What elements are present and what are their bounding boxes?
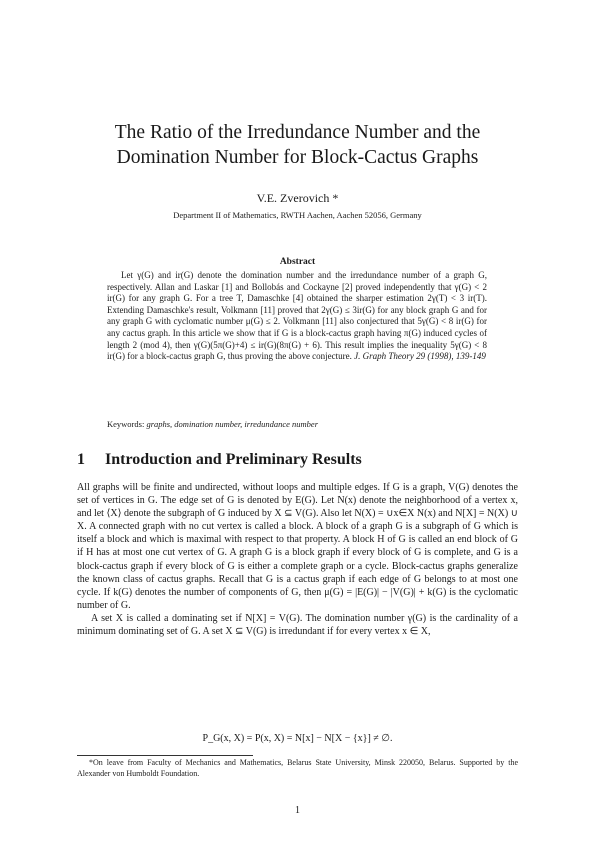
author-affiliation: Department II of Mathematics, RWTH Aachen, Aachen 52056, Germany [173, 210, 422, 220]
title-line-2: Domination Number for Block-Cactus Graphs [116, 147, 479, 168]
paragraph-1: All graphs will be finite and undirected, without loops and multiple edges. If G is a graph, V(G) denotes the set of vertices in G. The edge set of G is denoted by E(G). Let N(x) denote the neighborhood of a vertex x, and let ⟨X⟩ denote the subgraph of G induced by X ⊆ V(G). Also let N(X) = ∪x∈X N(x) and N[X] = N(X) ∪ X. A connected graph with no cut vertex is called a block. A block of a graph G is a subgraph of G which is itself a block and which is maximal with respect to that property. A block H of G is called an end block of G if H has at most one cut vertex of G. A graph G is a block graph if every block of G is complete, and G is a block-cactus graph if every block of G is either a complete graph or a cycle. Block-cactus graphs generalize the known class of cactus graphs. Recall that G is a cactus graph if each edge of G belongs to at most one cycle. If k(G) denotes the number of components of G, then μ(G) = |E(G)| − |V(G)| + k(G) is the cyclomatic number of G. [77, 482, 518, 611]
section-body [77, 481, 518, 638]
keywords-label: Keywords: [107, 419, 145, 429]
page-number: 1 [295, 805, 300, 816]
abstract-heading: Abstract [279, 257, 316, 267]
abstract-citation: J. Graph Theory 29 (1998), 139-149 [354, 351, 486, 362]
paper-title [60, 120, 535, 170]
section-title: Introduction and Preliminary Results [105, 451, 362, 468]
footnote [77, 758, 518, 779]
keywords-list: graphs, domination number, irredundance number [146, 419, 319, 429]
footnote-rule [77, 755, 253, 756]
section-heading [77, 451, 362, 469]
footnote-text: *On leave from Faculty of Mechanics and Mathematics, Belarus State University, Minsk 220050, Belarus. Supported by the Alexander von Humboldt Foundation. [77, 758, 518, 778]
section-number: 1 [77, 451, 85, 468]
display-equation: P_G(x, X) = P(x, X) = N[x] − N[X − {x}] ≠ ∅. [202, 733, 393, 744]
abstract-text: Let γ(G) and ir(G) denote the domination number and the irredundance number of a graph G, respectively. Allan and Laskar [1] and Bollobás and Cockayne [2] proved independently that γ(G) < 2 ir(G) for any graph G. For a tree T, Damaschke [4] obtained the sharper estimation 2γ(T) < 3 ir(T). Extending Damaschke's result, Volkmann [11] proved that 2γ(G) ≤ 3ir(G) for any block graph G and for any graph G with cyclomatic number μ(G) ≤ 2. Volkmann [11] also conjectured that 5γ(G) < 8 ir(G) for any cactus graph. In this article we show that if G is a block-cactus graph having π(G) induced cycles of length 2 (mod 4), then γ(G)(5π(G)+4) ≤ ir(G)(8π(G) + 6). This result implies the inequality 5γ(G) < 8 ir(G) for a block-cactus graph G, thus proving the above conjecture. [107, 270, 487, 362]
author-name: V.E. Zverovich * [256, 191, 339, 205]
paragraph-2: A set X is called a dominating set if N[X] = V(G). The domination number γ(G) is the cardinality of a minimum dominating set of G. A set X ⊆ V(G) is irredundant if for every vertex x ∈ X, [77, 612, 518, 638]
abstract-body [107, 270, 487, 363]
keywords [107, 419, 487, 429]
title-line-1: The Ratio of the Irredundance Number and the [114, 122, 481, 143]
